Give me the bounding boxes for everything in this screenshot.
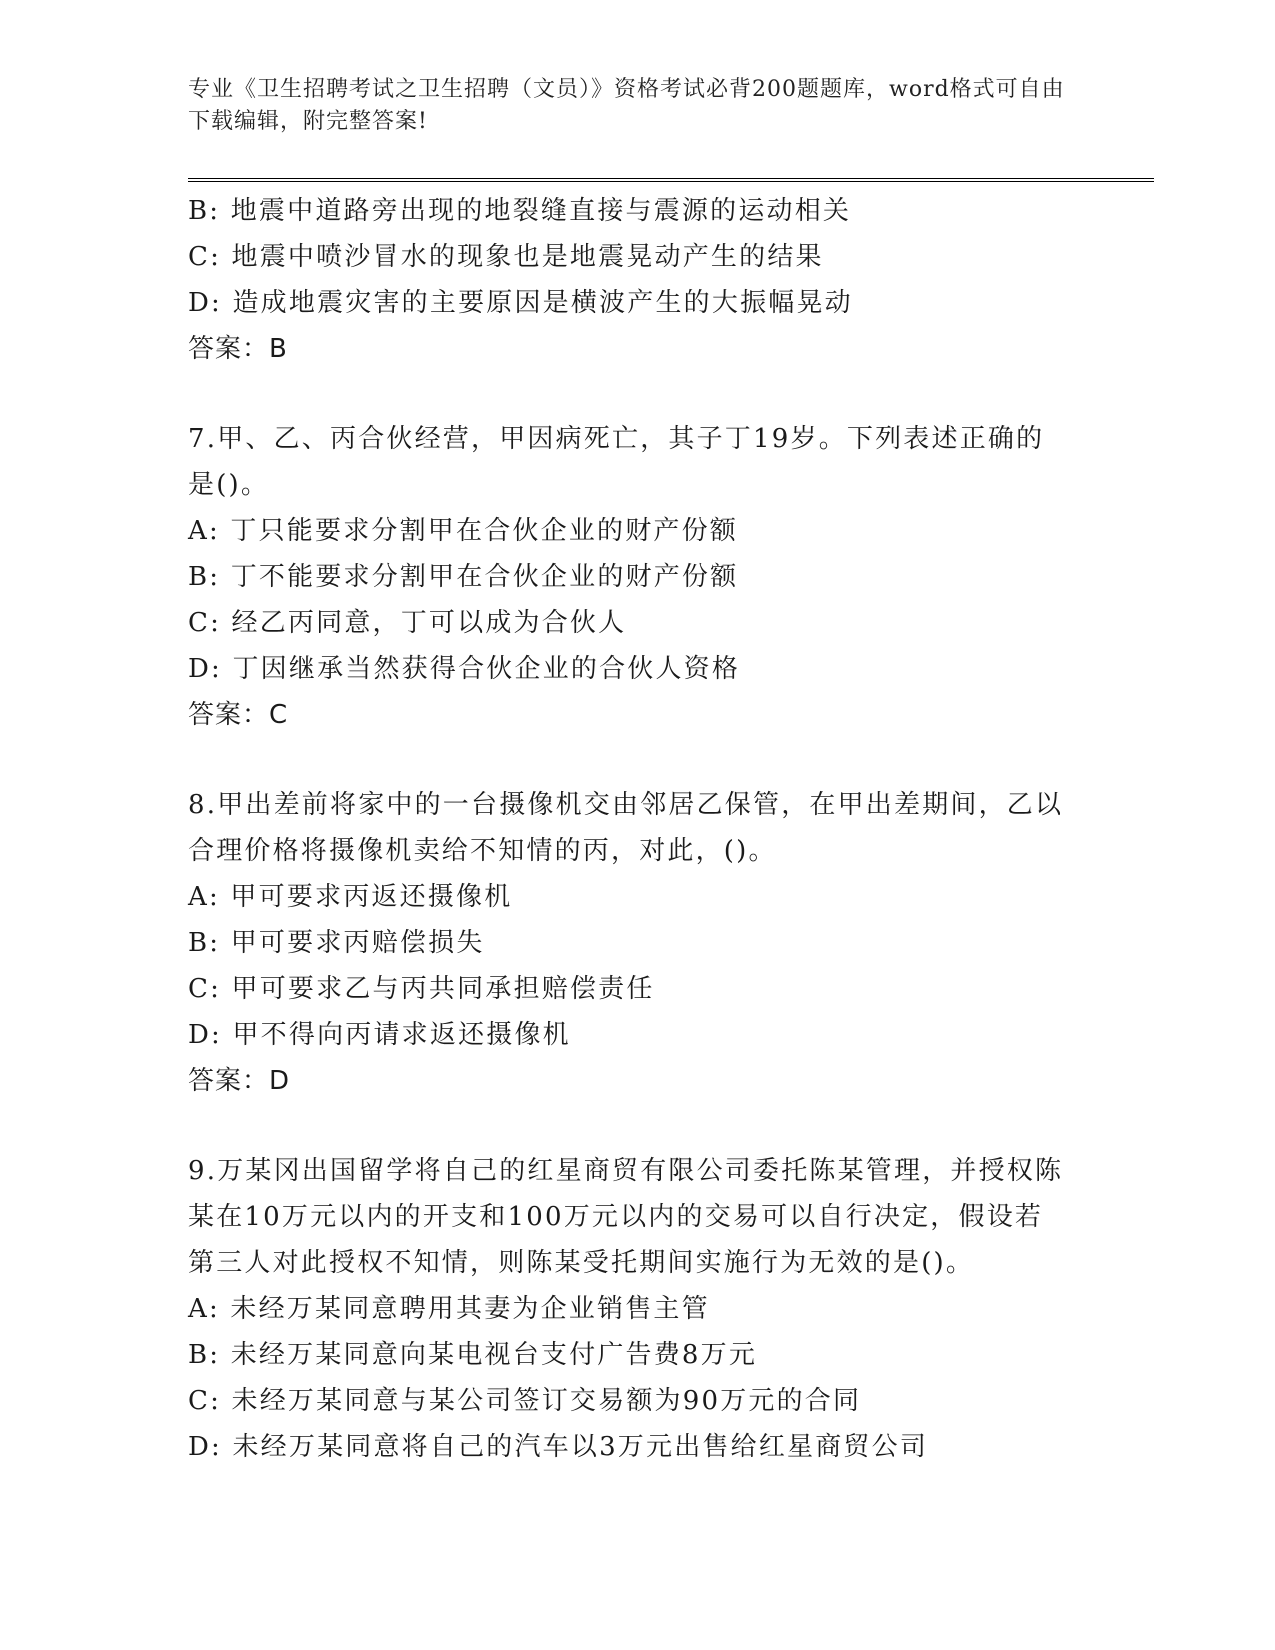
question-9 <box>188 1148 1088 1470</box>
option-d: D: 造成地震灾害的主要原因是横波产生的大振幅晃动 <box>188 288 853 318</box>
document-header: 专业《卫生招聘考试之卫生招聘（文员）》资格考试必背200题题库，word格式可自由下载编辑，附完整答案! <box>188 77 1065 134</box>
option-d: D: 未经万某同意将自己的汽车以3万元出售给红星商贸公司 <box>188 1432 929 1462</box>
option-a: A: 丁只能要求分割甲在合伙企业的财产份额 <box>188 516 739 546</box>
question-8 <box>188 782 1088 1104</box>
question-stem: 7.甲、乙、丙合伙经营，甲因病死亡，其子丁19岁。下列表述正确的是()。 <box>188 424 1045 500</box>
option-c: C: 未经万某同意与某公司签订交易额为90万元的合同 <box>188 1386 862 1416</box>
header-divider <box>188 178 1154 182</box>
option-d: D: 丁因继承当然获得合伙企业的合伙人资格 <box>188 654 741 684</box>
question-stem: 8.甲出差前将家中的一台摄像机交由邻居乙保管，在甲出差期间，乙以合理价格将摄像机卖给不知情的丙，对此，()。 <box>188 790 1064 866</box>
option-c: C: 甲可要求乙与丙共同承担赔偿责任 <box>188 974 655 1004</box>
answer-line: 答案：B <box>188 334 288 364</box>
option-b: B: 甲可要求丙赔偿损失 <box>188 928 485 958</box>
question-stem: 9.万某冈出国留学将自己的红星商贸有限公司委托陈某管理，并授权陈某在10万元以内的开支和100万元以内的交易可以自行决定，假设若第三人对此授权不知情，则陈某受托期间实施行为无效的是()。 <box>188 1156 1064 1278</box>
option-a: A: 甲可要求丙返还摄像机 <box>188 882 513 912</box>
option-c: C: 经乙丙同意，丁可以成为合伙人 <box>188 608 627 638</box>
option-b: B: 未经万某同意向某电视台支付广告费8万元 <box>188 1340 758 1370</box>
document-body <box>188 188 1088 1470</box>
option-c: C: 地震中喷沙冒水的现象也是地震晃动产生的结果 <box>188 242 824 272</box>
option-d: D: 甲不得向丙请求返还摄像机 <box>188 1020 571 1050</box>
option-a: A: 未经万某同意聘用其妻为企业销售主管 <box>188 1294 710 1324</box>
option-b: B: 丁不能要求分割甲在合伙企业的财产份额 <box>188 562 739 592</box>
option-b: B: 地震中道路旁出现的地裂缝直接与震源的运动相关 <box>188 196 852 226</box>
answer-line: 答案：C <box>188 700 289 730</box>
answer-line: 答案：D <box>188 1066 291 1096</box>
previous-question-fragment <box>188 188 1088 372</box>
question-7 <box>188 416 1088 738</box>
